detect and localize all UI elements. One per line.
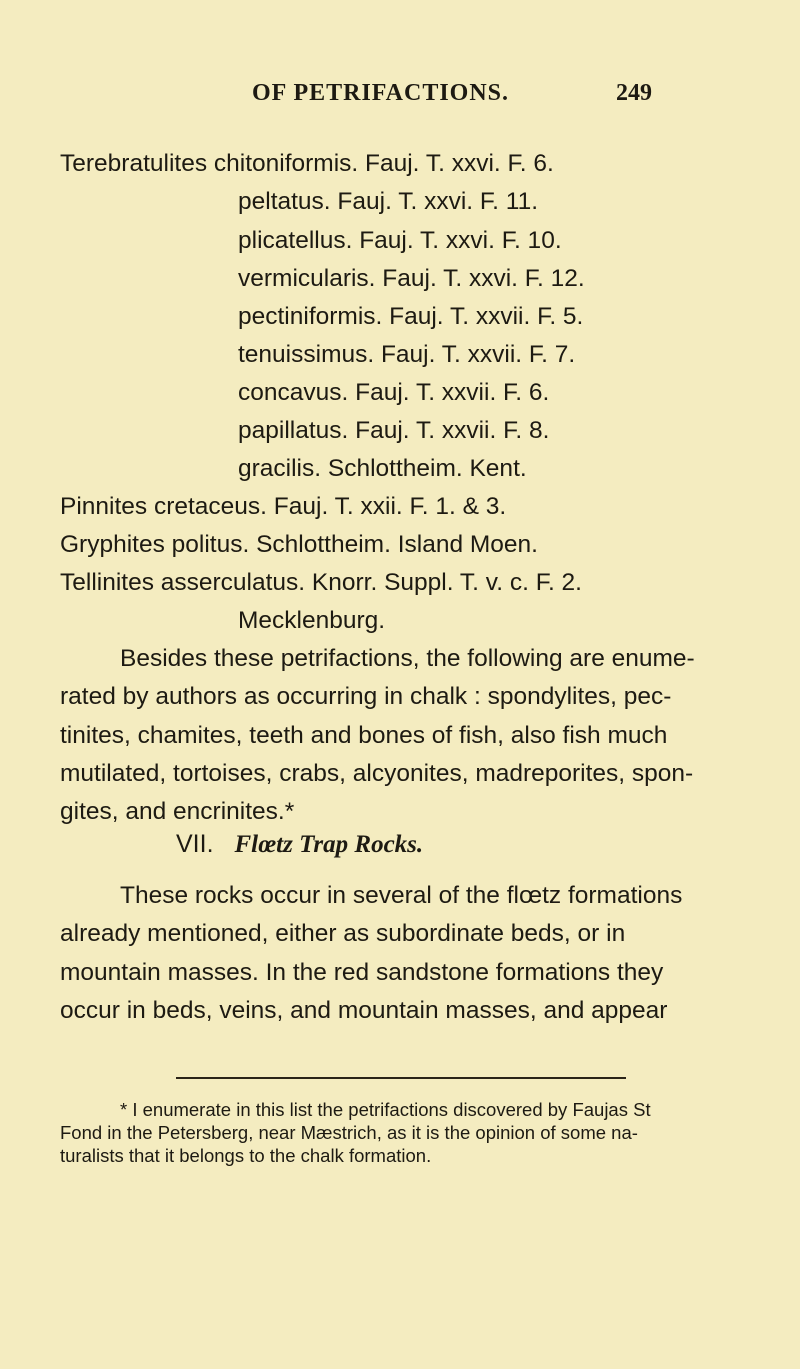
section-heading [176, 830, 423, 859]
footnote-rule [176, 1077, 626, 1079]
paragraph-line: gites, and encrinites.* [60, 798, 295, 825]
list-entry: Terebratulites chitoniformis. Fauj. T. xxvi. F. 6. [60, 150, 554, 177]
list-entry: Tellinites asserculatus. Knorr. Suppl. T. v. c. F. 2. [60, 569, 582, 596]
footnote-line: * I enumerate in this list the petrifactions discovered by Faujas St [120, 1099, 651, 1120]
paragraph-line: mountain masses. In the red sandstone formations they [60, 959, 664, 986]
list-entry: Gryphites politus. Schlottheim. Island Moen. [60, 531, 538, 558]
list-entry: Mecklenburg. [238, 607, 386, 634]
list-entry: tenuissimus. Fauj. T. xxvii. F. 7. [238, 341, 576, 368]
section-number: VII. [176, 830, 214, 858]
page-header [0, 80, 800, 110]
running-head: OF PETRIFACTIONS. [252, 80, 510, 106]
list-entry: concavus. Fauj. T. xxvii. F. 6. [238, 379, 550, 406]
paragraph-line: tinites, chamites, teeth and bones of fish, also fish much [60, 722, 668, 749]
list-entry: pectiniformis. Fauj. T. xxvii. F. 5. [238, 303, 584, 330]
list-entry: plicatellus. Fauj. T. xxvi. F. 10. [238, 227, 562, 254]
page-number: 249 [616, 80, 652, 106]
list-entry: vermicularis. Fauj. T. xxvi. F. 12. [238, 265, 585, 292]
paragraph-line: rated by authors as occurring in chalk : spondylites, pec- [60, 683, 672, 710]
footnote-line: turalists that it belongs to the chalk formation. [60, 1145, 432, 1166]
footnote-line: Fond in the Petersberg, near Mæstrich, as it is the opinion of some na- [60, 1122, 638, 1143]
list-entry: papillatus. Fauj. T. xxvii. F. 8. [238, 417, 550, 444]
list-entry: peltatus. Fauj. T. xxvi. F. 11. [238, 188, 539, 215]
paragraph-line: mutilated, tortoises, crabs, alcyonites, madreporites, spon- [60, 760, 694, 787]
paragraph-line: already mentioned, either as subordinate beds, or in [60, 920, 626, 947]
paragraph-line: Besides these petrifactions, the following are enume- [120, 645, 695, 672]
paragraph-line: occur in beds, veins, and mountain masses, and appear [60, 997, 668, 1024]
list-entry: Pinnites cretaceus. Fauj. T. xxii. F. 1. & 3. [60, 493, 507, 520]
footnote [60, 1098, 720, 1167]
section-title: Flœtz Trap Rocks. [234, 831, 424, 858]
paragraph-line: These rocks occur in several of the flœtz formations [120, 882, 683, 909]
list-entry: gracilis. Schlottheim. Kent. [238, 455, 527, 482]
